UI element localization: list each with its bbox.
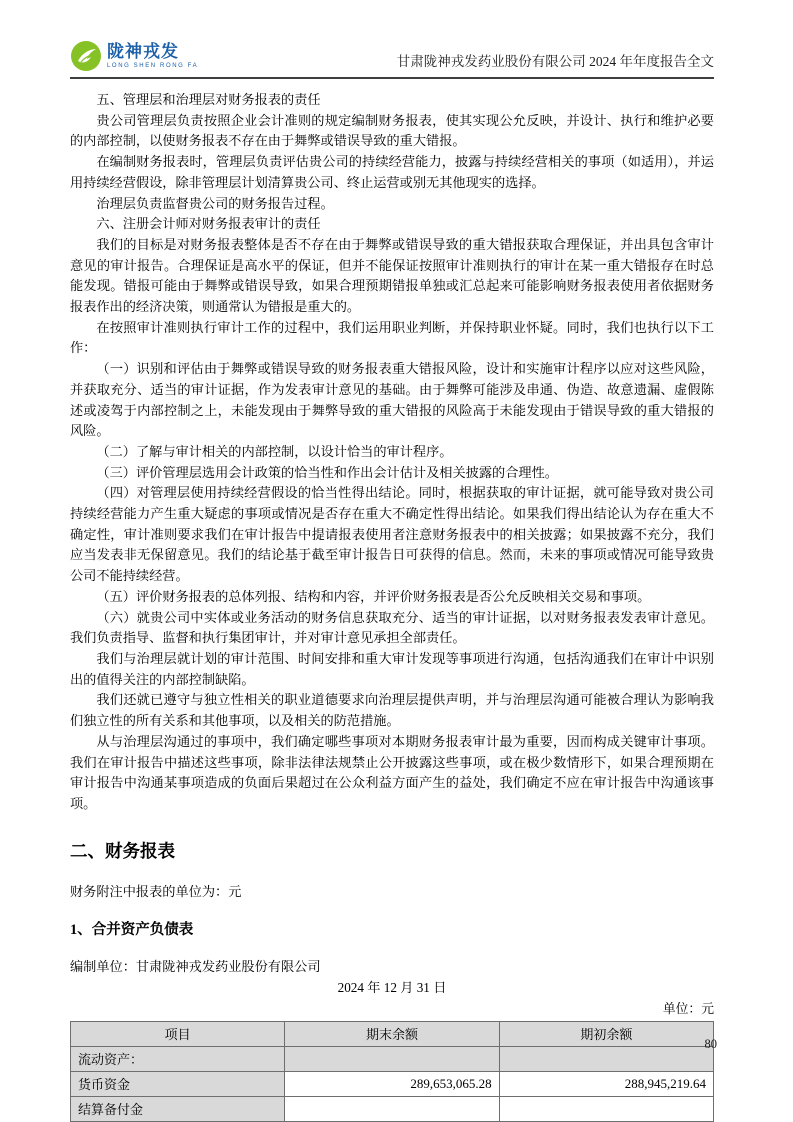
document-body [70,79,714,1122]
row-label: 结算备付金 [71,1096,285,1121]
section6-paragraph: 我们还就已遵守与独立性相关的职业道德要求向治理层提供声明，并与治理层沟通可能被合理认为影响我们独立性的所有关系和其他事项，以及相关的防范措施。 [70,692,714,729]
balance-sheet-table [70,1021,714,1122]
statement-unit-note: 财务附注中报表的单位为：元 [70,883,242,899]
section6-paragraph: 我们的目标是对财务报表整体是否不存在由于舞弊或错误导致的重大错报获取合理保证，并出具包含审计意见的审计报告。合理保证是高水平的保证，但并不能保证按照审计准则执行的审计在某一重大错报存在时总能发现。错报可能由于舞弊或错误导致，如果合理预期错报单独或汇总起来可能影响财务报表使用者依据财务报表作出的经济决策，则通常认为错报是重大的。 [70,236,714,315]
page-header [70,0,714,79]
logo-bird-icon [70,40,102,72]
table-row-monetary-funds [71,1071,714,1096]
table-unit-label: 单位：元 [662,1001,714,1016]
logo-brand-cn: 陇神戎发 [107,42,179,61]
row-beginning-balance [499,1096,713,1121]
section6-paragraph: （三）评价管理层选用会计政策的恰当性和作出会计估计及相关披露的合理性。 [96,464,558,480]
column-header-item: 项目 [71,1021,285,1046]
row-ending-balance [285,1046,499,1071]
section5-paragraph: 在编制财务报表时，管理层负责评估贵公司的持续经营能力，披露与持续经营相关的事项（如适用），并运用持续经营假设，除非管理层计划清算贵公司、终止运营或别无其他现实的选择。 [70,154,714,190]
section6-paragraph: （一）识别和评估由于舞弊或错误导致的财务报表重大错报风险，设计和实施审计程序以应对这些风险，并获取充分、适当的审计证据，作为发表审计意见的基础。由于舞弊可能涉及串通、伪造、故意遗漏、虚假陈述或凌驾于内部控制之上，未能发现由于舞弊导致的重大错报的风险高于未能发现由于错误导致的重大错报的风险。 [70,361,714,439]
column-header-beginning-balance: 期初余额 [499,1021,713,1046]
table-row-current-assets [71,1046,714,1071]
logo-text [107,43,198,69]
column-header-ending-balance: 期末余额 [285,1021,499,1046]
row-ending-balance: 289,653,065.28 [285,1071,499,1096]
report-header-title: 甘肃陇神戎发药业股份有限公司 2024 年年度报告全文 [396,54,714,69]
section5-paragraph: 贵公司管理层负责按照企业会计准则的规定编制财务报表，使其实现公允反映，并设计、执行和维护必要的内部控制，以使财务报表不存在由于舞弊或错误导致的重大错报。 [70,112,714,149]
section6-paragraph: （六）就贵公司中实体或业务活动的财务信息获取充分、适当的审计证据，以对财务报表发表审计意见。我们负责指导、监督和执行集团审计，并对审计意见承担全部责任。 [70,609,714,646]
table-row-settlement-reserves [71,1096,714,1121]
consolidated-balance-sheet-heading: 1、合并资产负债表 [70,921,194,938]
row-label: 货币资金 [71,1071,285,1096]
table-header-row [71,1021,714,1046]
section6-paragraph: （四）对管理层使用持续经营假设的恰当性得出结论。同时，根据获取的审计证据，就可能导致对贵公司持续经营能力产生重大疑虑的事项或情况是否存在重大不确定性得出结论。如果我们得出结论认为存在重大不确定性，审计准则要求我们在审计报告中提请报表使用者注意财务报表中的相关披露；如果披露不充分，我们应当发表非无保留意见。我们的结论基于截至审计报告日可获得的信息。然而，未来的事项或情况可能导致贵公司不能持续经营。 [70,485,714,584]
section6-paragraph: 我们与治理层就计划的审计范围、时间安排和重大审计发现等事项进行沟通，包括沟通我们在审计中识别出的值得关注的内部控制缺陷。 [70,650,714,687]
section6-paragraph: （二）了解与审计相关的内部控制，以设计恰当的审计程序。 [96,443,453,459]
section6-heading: 六、注册会计师对财务报表审计的责任 [96,216,321,232]
company-logo [70,40,198,72]
section6-paragraph: （五）评价财务报表的总体列报、结构和内容，并评价财务报表是否公允反映相关交易和事项。 [96,588,651,604]
prepared-by-line: 编制单位：甘肃陇神戎发药业股份有限公司 [70,958,321,974]
section5-paragraph: 治理层负责监督贵公司的财务报告过程。 [96,195,334,211]
row-beginning-balance: 288,945,219.64 [499,1071,713,1096]
page-number: 80 [704,1037,717,1051]
row-label: 流动资产： [71,1046,285,1071]
section5-heading: 五、管理层和治理层对财务报表的责任 [96,92,321,107]
row-ending-balance [285,1096,499,1121]
logo-brand-en: LONG SHEN RONG FA [107,63,199,69]
section6-paragraph: 在按照审计准则执行审计工作的过程中，我们运用职业判断，并保持职业怀疑。同时，我们也执行以下工作： [70,319,714,356]
row-beginning-balance [499,1046,713,1071]
financial-statements-heading: 二、财务报表 [70,840,175,861]
balance-sheet-date: 2024 年 12 月 31 日 [337,979,447,995]
section6-paragraph: 从与治理层沟通过的事项中，我们确定哪些事项对本期财务报表审计最为重要，因而构成关键审计事项。我们在审计报告中描述这些事项，除非法律法规禁止公开披露这些事项，或在极少数情形下，如果合理预期在审计报告中沟通某事项造成的负面后果超过在公众利益方面产生的益处，我们确定不应在审计报告中沟通该事项。 [70,733,714,811]
